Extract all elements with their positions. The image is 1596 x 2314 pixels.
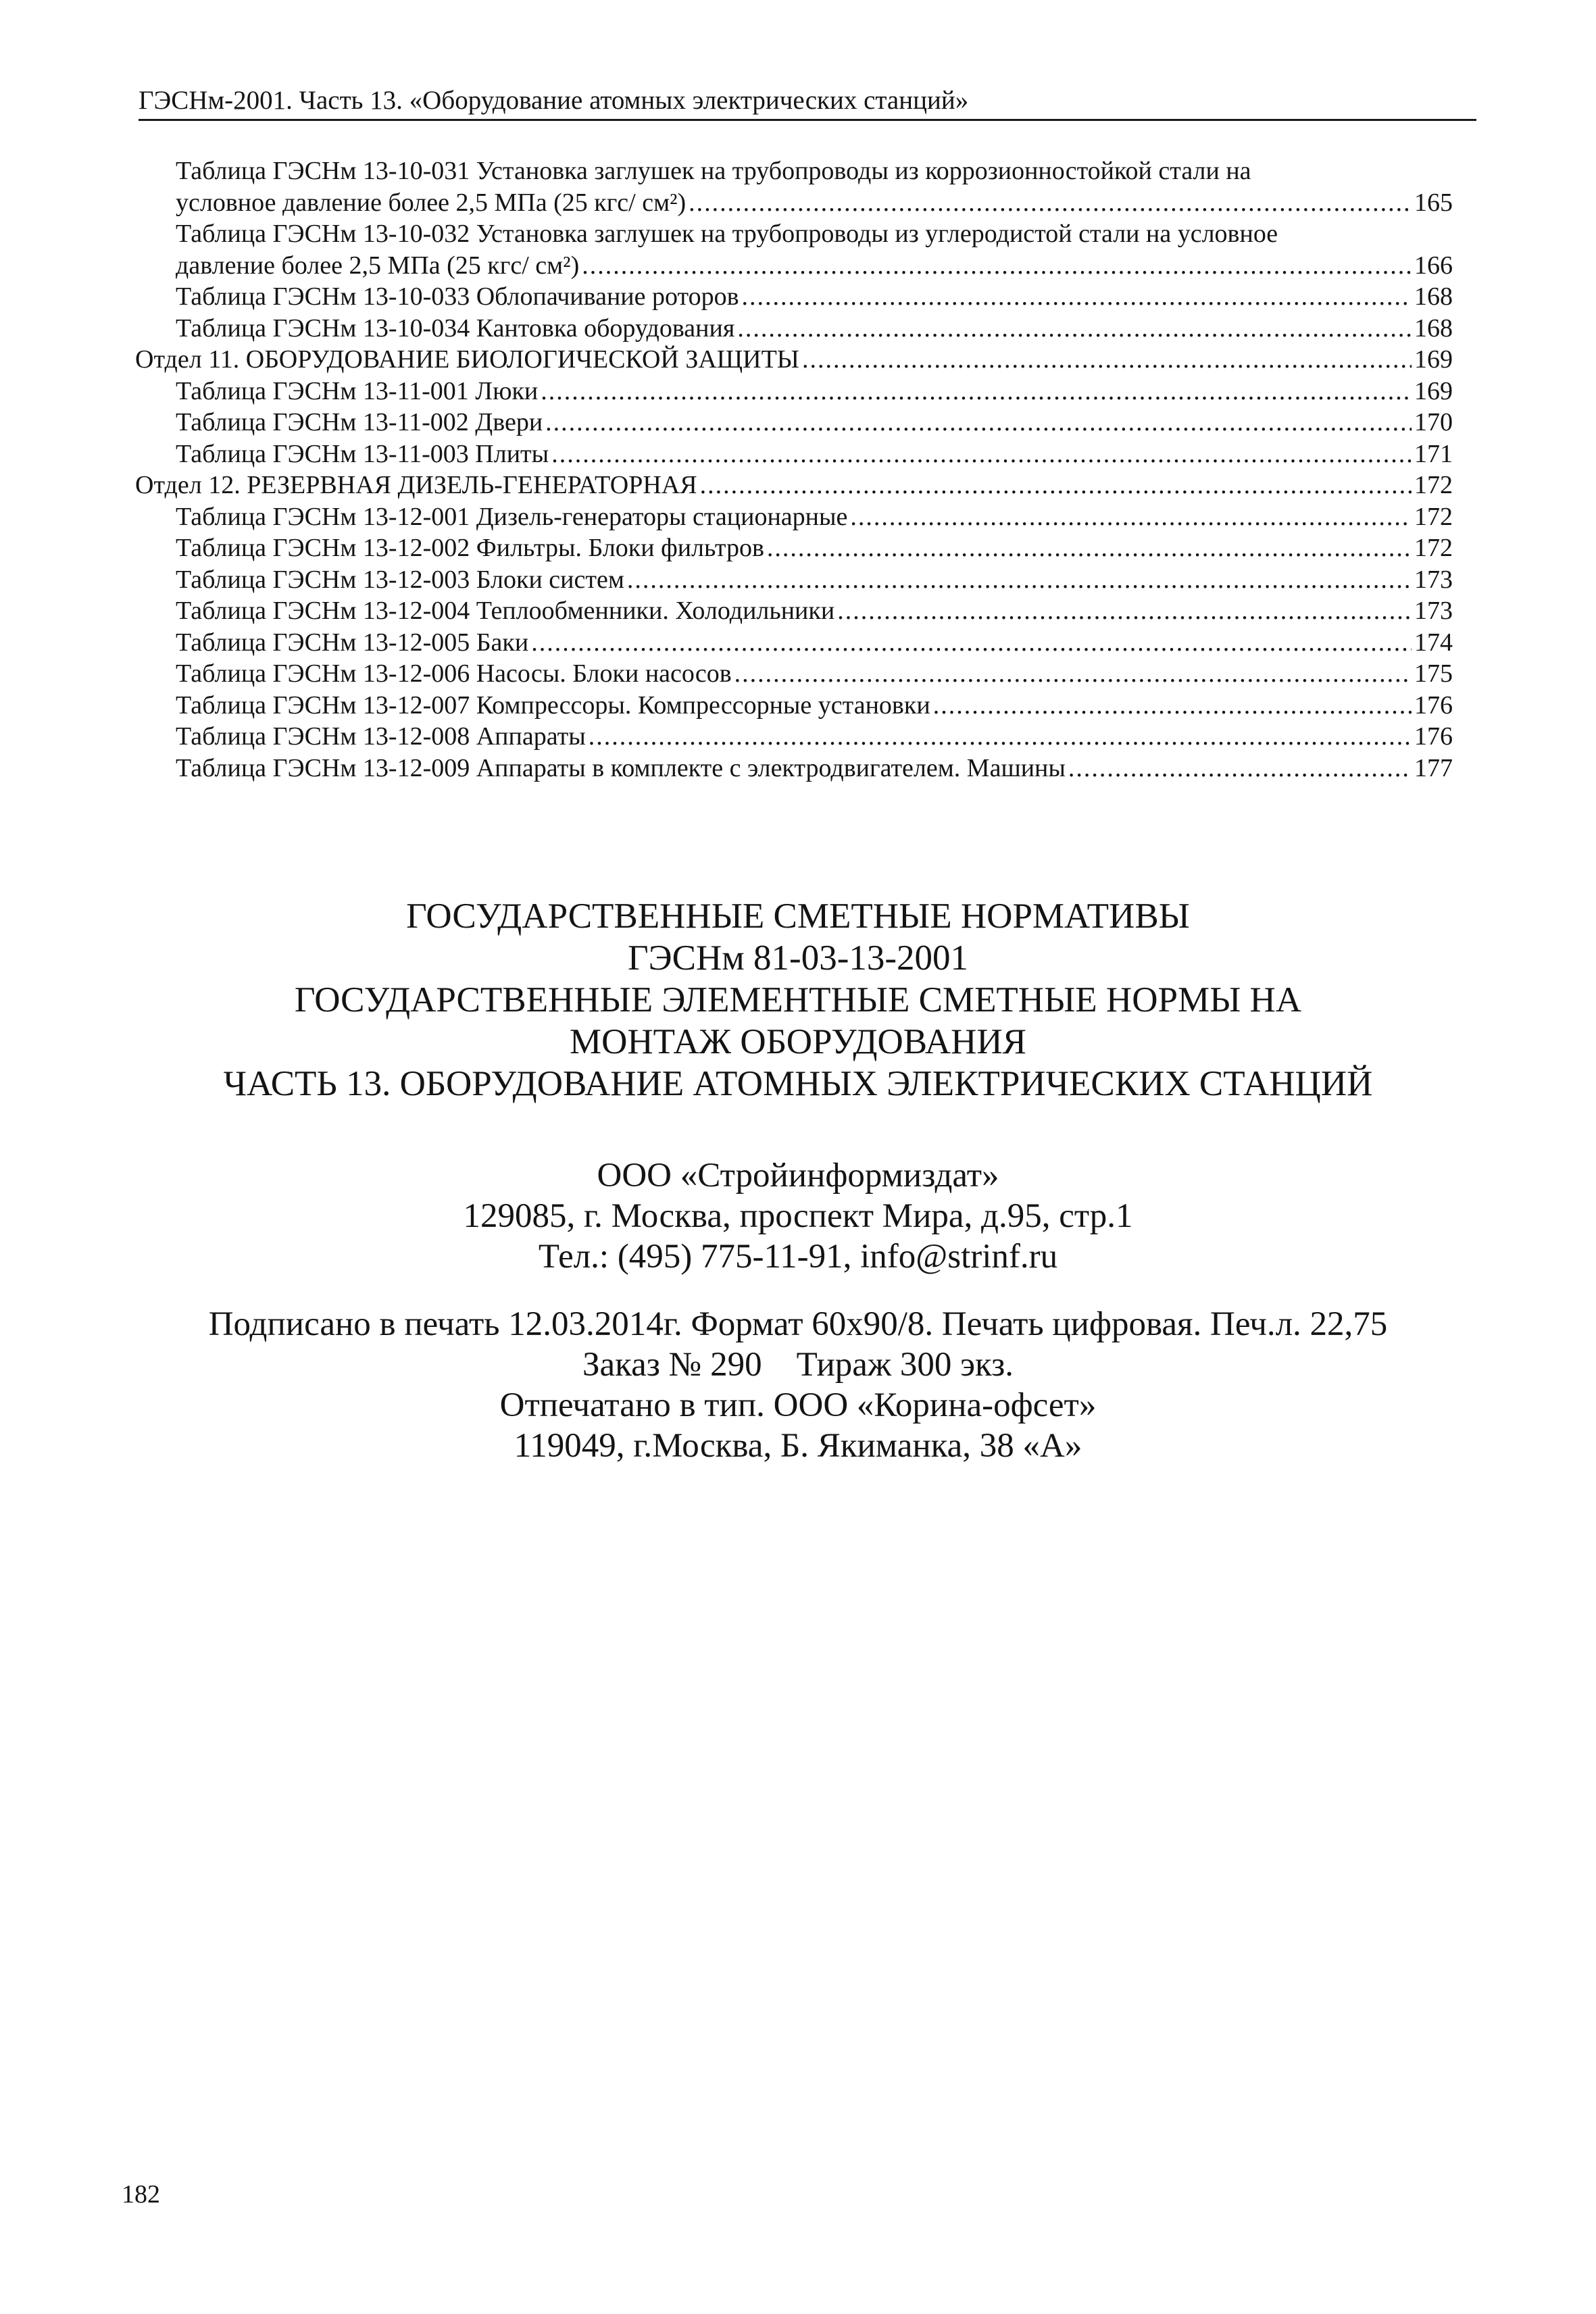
toc-leader-dots (767, 532, 1412, 564)
toc-page-number: 172 (1414, 471, 1453, 499)
title-line: ГОСУДАРСТВЕННЫЕ ЭЛЕМЕНТНЫЕ СМЕТНЫЕ НОРМЫ НА (294, 980, 1302, 1020)
toc-entry-title: Таблица ГЭСНм 13-12-006 Насосы. Блоки насосов (176, 659, 732, 688)
toc-entry-title: Таблица ГЭСНм 13-12-007 Компрессоры. Компрессорные установки (176, 690, 930, 720)
publisher-address: 129085, г. Москва, проспект Мира, д.95, стр.1 (463, 1197, 1133, 1235)
toc-entry[interactable] (135, 155, 1453, 218)
toc-entry[interactable] (135, 595, 1453, 627)
toc-entry[interactable] (135, 627, 1453, 659)
toc-leader-dots (545, 407, 1412, 438)
toc-page-number: 165 (1414, 188, 1453, 217)
toc-entry[interactable] (135, 721, 1453, 753)
toc-entry-title: Таблица ГЭСНм 13-10-033 Облопачивание роторов (176, 282, 739, 311)
toc-entry-title: Таблица ГЭСНм 13-12-004 Теплообменники. Холодильники (176, 597, 835, 625)
toc-entry[interactable] (135, 690, 1453, 722)
toc-entry-line2: условное давление более 2,5 МПа (25 кгс/ см²) (176, 188, 687, 217)
toc-section-title: Отдел 12. РЕЗЕРВНАЯ ДИЗЕЛЬ-ГЕНЕРАТОРНАЯ (135, 471, 697, 499)
toc-leader-dots (802, 344, 1412, 376)
toc-entry-line1: Таблица ГЭСНм 13-10-032 Установка заглушек на трубопроводы из углеродистой стали на условное (176, 220, 1278, 248)
toc-leader-dots (734, 658, 1412, 690)
toc-page-number: 177 (1414, 753, 1453, 782)
toc-entry[interactable] (135, 658, 1453, 690)
toc-leader-dots (742, 281, 1412, 313)
toc-leader-dots (531, 627, 1412, 659)
toc-entry[interactable] (135, 313, 1453, 345)
toc-page-number: 174 (1414, 628, 1453, 657)
publisher-block (0, 1155, 1596, 1277)
toc-leader-dots (737, 313, 1412, 345)
toc-leader-dots (700, 470, 1412, 501)
toc-entry[interactable] (135, 501, 1453, 533)
toc-leader-dots (689, 187, 1412, 219)
toc-entry[interactable] (135, 532, 1453, 564)
toc-page-number: 172 (1414, 534, 1453, 562)
toc-entry-line1: Таблица ГЭСНм 13-10-031 Установка заглушек на трубопроводы из коррозионностойкой стали на (176, 157, 1251, 185)
title-code: ГЭСНм 81-03-13-2001 (628, 938, 968, 978)
toc-leader-dots (589, 721, 1412, 753)
toc-entry-title: Таблица ГЭСНм 13-12-001 Дизель-генераторы стационарные (176, 502, 848, 531)
toc-page-number: 168 (1414, 282, 1453, 311)
toc-entry[interactable] (135, 438, 1453, 470)
toc-page-number: 169 (1414, 376, 1453, 405)
toc-entry-title: Таблица ГЭСНм 13-12-005 Баки (176, 628, 529, 657)
toc-page-number: 171 (1414, 439, 1453, 468)
header-divider (139, 119, 1476, 121)
imprint-line: Отпечатано в тип. ООО «Корина-офсет» (499, 1386, 1097, 1424)
toc-section-entry[interactable] (135, 470, 1453, 501)
toc-leader-dots (850, 501, 1412, 533)
toc-leader-dots (1068, 753, 1412, 784)
toc-leader-dots (541, 376, 1412, 407)
toc-section-entry[interactable] (135, 344, 1453, 376)
toc-page-number: 176 (1414, 690, 1453, 720)
title-line: ЧАСТЬ 13. ОБОРУДОВАНИЕ АТОМНЫХ ЭЛЕКТРИЧЕСКИХ СТАНЦИЙ (223, 1064, 1373, 1103)
table-of-contents (135, 155, 1453, 784)
title-line: МОНТАЖ ОБОРУДОВАНИЯ (570, 1022, 1026, 1061)
toc-entry[interactable] (135, 218, 1453, 281)
toc-entry-title: Таблица ГЭСНм 13-10-034 Кантовка оборудования (176, 313, 735, 343)
toc-page-number: 170 (1414, 408, 1453, 436)
toc-entry-title: Таблица ГЭСНм 13-12-002 Фильтры. Блоки фильтров (176, 534, 764, 562)
toc-entry[interactable] (135, 753, 1453, 784)
toc-leader-dots (551, 438, 1412, 470)
toc-page-number: 169 (1414, 345, 1453, 374)
imprint-line: Подписано в печать 12.03.2014г. Формат 60х90/8. Печать цифровая. Печ.л. 22,75 (208, 1305, 1388, 1343)
toc-entry[interactable] (135, 407, 1453, 438)
toc-page-number: 166 (1414, 251, 1453, 280)
publisher-name: ООО «Стройинформиздат» (597, 1157, 999, 1194)
toc-entry-title: Таблица ГЭСНм 13-12-008 Аппараты (176, 722, 586, 751)
toc-entry-title: Таблица ГЭСНм 13-12-003 Блоки систем (176, 565, 624, 594)
imprint-line: 119049, г.Москва, Б. Якиманка, 38 «А» (514, 1427, 1082, 1465)
imprint-line: Заказ № 290 Тираж 300 экз. (582, 1346, 1014, 1384)
toc-entry-title: Таблица ГЭСНм 13-11-003 Плиты (176, 439, 549, 468)
toc-page-number: 168 (1414, 313, 1453, 343)
toc-leader-dots (933, 690, 1412, 722)
toc-page-number: 173 (1414, 565, 1453, 594)
toc-entry-title: Таблица ГЭСНм 13-11-001 Люки (176, 376, 539, 405)
page-number: 182 (122, 2180, 160, 2209)
toc-entry-title: Таблица ГЭСНм 13-12-009 Аппараты в комплекте с электродвигателем. Машины (176, 753, 1066, 782)
toc-entry-title: Таблица ГЭСНм 13-11-002 Двери (176, 408, 543, 436)
toc-page-number: 172 (1414, 502, 1453, 531)
toc-leader-dots (627, 564, 1412, 596)
title-line: ГОСУДАРСТВЕННЫЕ СМЕТНЫЕ НОРМАТИВЫ (406, 897, 1190, 936)
toc-entry[interactable] (135, 376, 1453, 407)
toc-page-number: 176 (1414, 722, 1453, 751)
imprint-block (0, 1304, 1596, 1466)
toc-leader-dots (837, 595, 1412, 627)
toc-entry[interactable] (135, 564, 1453, 596)
toc-leader-dots (582, 250, 1412, 282)
toc-entry[interactable] (135, 281, 1453, 313)
publisher-contact: Тел.: (495) 775-11-91, info@strinf.ru (538, 1238, 1058, 1276)
toc-section-title: Отдел 11. ОБОРУДОВАНИЕ БИОЛОГИЧЕСКОЙ ЗАЩИТЫ (135, 345, 799, 374)
toc-entry-line2: давление более 2,5 МПа (25 кгс/ см²) (176, 251, 580, 280)
toc-page-number: 175 (1414, 659, 1453, 688)
document-title-block (0, 895, 1596, 1105)
toc-page-number: 173 (1414, 597, 1453, 625)
running-header: ГЭСНм-2001. Часть 13. «Оборудование атомных электрических станций» (139, 86, 969, 115)
